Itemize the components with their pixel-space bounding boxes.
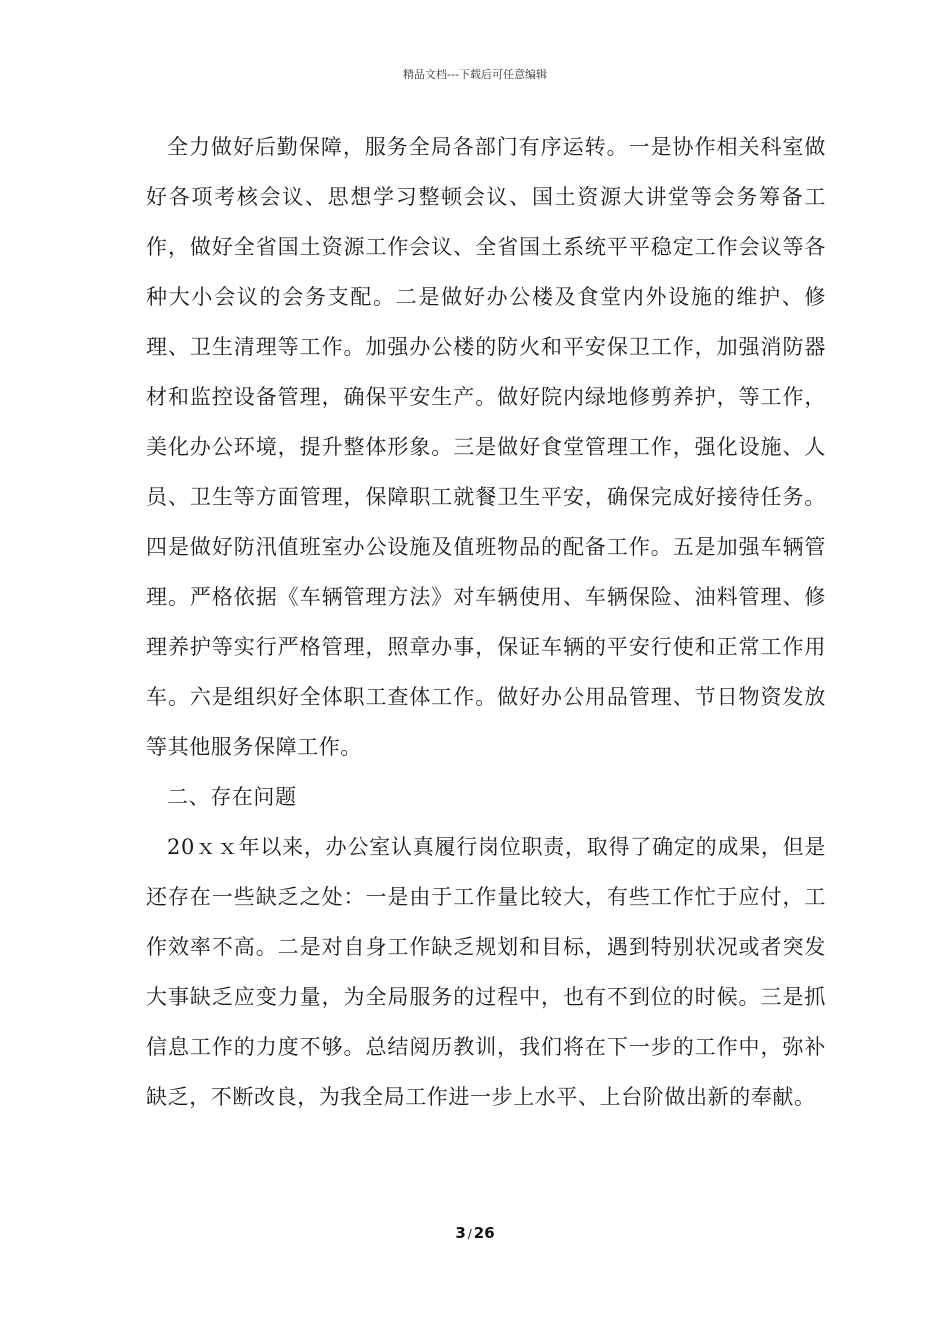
paragraph-logistics: 全力做好后勤保障，服务全局各部门有序运转。一是协作相关科室做好各项考核会议、思想学习整顿会议、国土资源大讲堂等会务筹备工作，做好全省国土资源工作会议、全省国土系统平平稳定工作会议等各种大小会议的会务支配。二是做好办公楼及食堂内外设施的维护、修理、卫生清理等工作。加强办公楼的防火和平安保卫工作，加强消防器材和监控设备管理，确保平安生产。做好院内绿地修剪养护，等工作，美化办公环境，提升整体形象。三是做好食堂管理工作，强化设施、人员、卫生等方面管理，保障职工就餐卫生平安，确保完成好接待任务。四是做好防汛值班室办公设施及值班物品的配备工作。五是加强车辆管理。严格依据《车辆管理方法》对车辆使用、车辆保险、油料管理、修理养护等实行严格管理，照章办事，保证车辆的平安行使和正常工作用车。六是组织好全体职工查体工作。做好办公用品管理、节日物资发放等其他服务保障工作。 bbox=[146, 135, 826, 759]
page-number bbox=[0, 1224, 950, 1242]
total-pages-number: 26 bbox=[473, 1224, 495, 1242]
document-body bbox=[146, 122, 826, 1122]
paragraph-problems: 20ｘｘ年以来，办公室认真履行岗位职责，取得了确定的成果，但是还存在一些缺乏之处：一是由于工作量比较大，有些工作忙于应付，工作效率不高。二是对自身工作缺乏规划和目标，遇到特别状况或者突发大事缺乏应变力量，为全局服务的过程中，也有不到位的时候。三是抓信息工作的力度不够。总结阅历教训，我们将在下一步的工作中，弥补缺乏，不断改良，为我全局工作进一步上水平、上台阶做出新的奉献。 bbox=[146, 835, 826, 1109]
current-page-number: 3 bbox=[455, 1224, 466, 1242]
page-header: 精品文档---下载后可任意编辑 bbox=[403, 68, 547, 81]
page-separator: / bbox=[467, 1227, 472, 1241]
section-heading-problems: 二、存在问题 bbox=[167, 785, 297, 809]
